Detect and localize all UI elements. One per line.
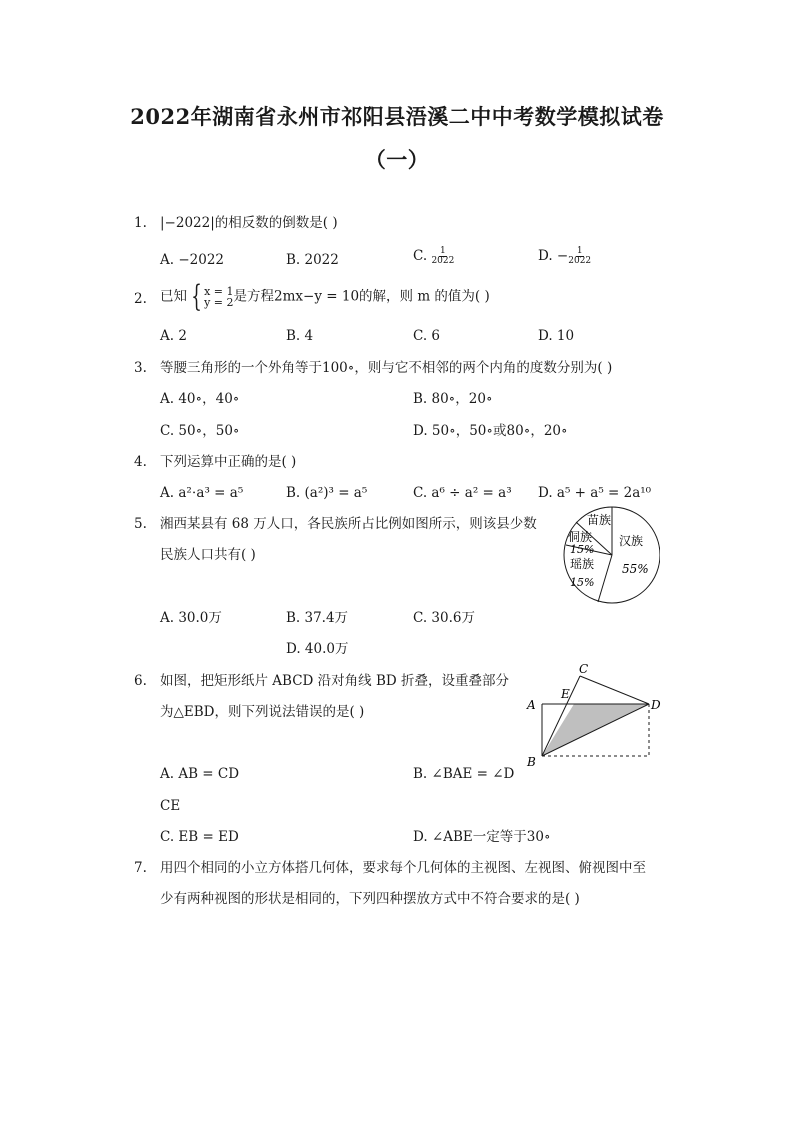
q3-option-b: B. 80∘，20∘: [413, 391, 493, 407]
q1-stem: |−2022|的相反数的倒数是( ): [160, 215, 338, 231]
pie-label-miao: 苗族: [587, 513, 612, 527]
q4-option-c: C. a⁶ ÷ a² = a³: [413, 485, 512, 501]
q7-number: 7.: [134, 860, 147, 876]
q3-option-d: D. 50∘，50∘或80∘，20∘: [413, 423, 568, 439]
pie-label-dong: 侗族: [568, 530, 593, 544]
point-label-b: B: [527, 755, 536, 769]
q1-option-c-prefix: C.: [413, 248, 432, 264]
point-label-a: A: [527, 698, 536, 712]
pie-label-yao: 瑶族: [570, 557, 595, 571]
q5-number: 5.: [134, 516, 147, 532]
pie-label-han-pct: 55%: [622, 562, 649, 576]
q1-option-d-fraction: [568, 247, 591, 266]
q1-option-a: A. −2022: [160, 252, 224, 268]
q6-option-d: D. ∠ABE一定等于30∘: [413, 829, 551, 845]
q3-option-a: A. 40∘，40∘: [160, 391, 240, 407]
q2-option-a: A. 2: [160, 328, 187, 344]
exam-subtitle: （一）: [364, 147, 430, 172]
q1-number: 1.: [134, 215, 147, 231]
q1-option-c-fraction: [431, 247, 454, 266]
q3-option-c: C. 50∘，50∘: [160, 423, 240, 439]
q3-number: 3.: [134, 360, 147, 376]
equation-system: [187, 279, 234, 314]
q1-option-c-numerator: 1: [440, 246, 446, 256]
q4-option-d: D. a⁵ + a⁵ = 2a¹⁰: [538, 485, 652, 501]
pie-label-han: 汉族: [619, 534, 644, 548]
q2-number: 2.: [134, 291, 147, 307]
q1-option-b: B. 2022: [286, 252, 339, 268]
q2-stem: [160, 279, 490, 314]
q1-option-c-denominator: 2022: [431, 256, 455, 266]
q1-option-d-numerator: 1: [576, 246, 583, 256]
q1-option-d-denominator: 2022: [568, 256, 592, 266]
q4-option-b: B. (a²)³ = a⁵: [286, 485, 368, 501]
ethnic-pie-chart: [560, 500, 660, 610]
q5-stem-line1: 湘西某县有 68 万人口，各民族所占比例如图所示，则该县少数: [160, 516, 537, 532]
q5-stem-line2: 民族人口共有( ): [160, 547, 256, 563]
q6-stem-line1: 如图，把矩形纸片 ABCD 沿对角线 BD 折叠，设重叠部分: [160, 673, 509, 689]
q5-option-c: C. 30.6万: [413, 610, 475, 626]
q1-option-d: [538, 247, 591, 266]
q6-option-b: B. ∠BAE = ∠D: [413, 766, 515, 782]
point-label-c: C: [579, 662, 589, 676]
q6-option-c: C. EB = ED: [160, 829, 239, 845]
pie-label-yao-pct: 15%: [570, 576, 595, 589]
q6-option-b-continued: CE: [160, 798, 181, 814]
q1-option-c: [413, 247, 454, 266]
q7-stem-line2: 少有两种视图的形状是相同的，下列四种摆放方式中不符合要求的是( ): [160, 891, 580, 907]
q2-option-d: D. 10: [538, 328, 575, 344]
q3-stem: 等腰三角形的一个外角等于100∘，则与它不相邻的两个内角的度数分别为( ): [160, 360, 613, 376]
q2-stem-post: 是方程2mx−y = 10的解，则 m 的值为( ): [233, 288, 490, 305]
q2-option-c: C. 6: [413, 328, 441, 344]
segment-cd-folded: [580, 676, 649, 704]
pie-label-dong-pct: 15%: [570, 543, 595, 556]
point-label-d: D: [651, 698, 661, 712]
q6-number: 6.: [134, 673, 147, 689]
q2-stem-pre: 已知: [160, 288, 187, 305]
q5-option-b: B. 37.4万: [286, 610, 349, 626]
q4-number: 4.: [134, 454, 147, 470]
q4-stem: 下列运算中正确的是( ): [160, 454, 297, 470]
q6-option-a: A. AB = CD: [160, 766, 240, 782]
q2-eq2: y = 2: [204, 296, 234, 309]
q1-option-d-prefix: D. −: [538, 248, 569, 264]
q5-option-a: A. 30.0万: [160, 610, 222, 626]
q2-eq1: x = 1: [204, 285, 234, 298]
exam-title: 2022年湖南省永州市祁阳县浯溪二中中考数学模拟试卷: [130, 104, 664, 129]
q5-option-d: D. 40.0万: [286, 641, 349, 657]
fold-rectangle-figure: [520, 660, 670, 772]
q7-stem-line1: 用四个相同的小立方体搭几何体，要求每个几何体的主视图、左视图、俯视图中至: [160, 860, 646, 876]
q2-option-b: B. 4: [286, 328, 314, 344]
q4-option-a: A. a²⋅a³ = a⁵: [160, 485, 244, 501]
q6-stem-line2: 为△EBD，则下列说法错误的是( ): [160, 704, 365, 720]
left-brace-icon: {: [191, 279, 202, 314]
point-label-e: E: [561, 687, 570, 701]
